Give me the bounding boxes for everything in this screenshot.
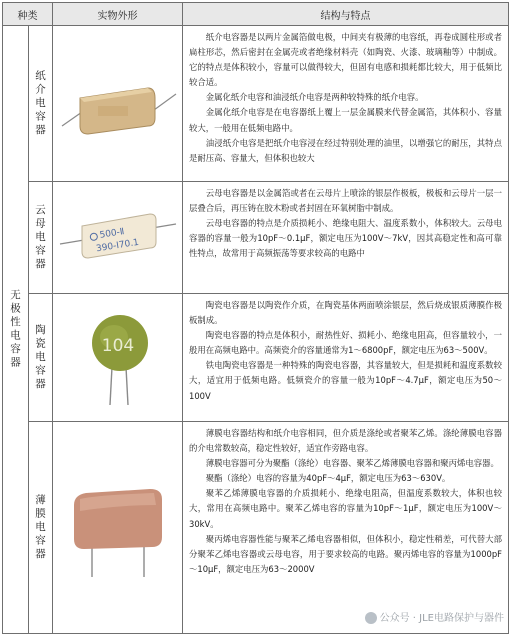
description-cell [183, 422, 509, 634]
wechat-icon [365, 612, 377, 624]
table-row [3, 26, 509, 182]
ceramic-capacitor-image [58, 301, 178, 411]
description-cell [183, 26, 509, 182]
header-kind: 种类 [3, 3, 53, 26]
image-cell [53, 182, 183, 294]
description-text: 陶瓷电容器是以陶瓷作介质，在陶瓷基体两面喷涂银层，然后烧成银质薄膜作极板制成。 [189, 300, 502, 326]
mica-marking-2: 390-I70.1 [94, 237, 140, 254]
description-text: 云母电容器是以金属箔或者在云母片上喷涂的银层作极板，极板和云母片一层一层叠合后，再压铸在胶木粉或者封固在环氧树脂中制成。 [189, 188, 502, 214]
type-name-cell [29, 422, 53, 634]
header-image: 实物外形 [53, 3, 183, 26]
description-text: 陶瓷电容器的特点是体积小，耐热性好、损耗小、绝缘电阻高，但容量较小，一般用在高频电路中。高频瓷介的容量通常为1～6800pF，额定电压为63～500V。 [189, 330, 502, 356]
description-cell [183, 294, 509, 422]
mica-marking-1: 500-Ⅱ [98, 226, 125, 241]
type-name-cell [29, 26, 53, 182]
watermark [365, 609, 504, 624]
table-header-row [3, 3, 509, 26]
type-name: 云母电容器 [34, 203, 46, 272]
image-cell [53, 294, 183, 422]
description-cell [183, 182, 509, 294]
image-cell [53, 422, 183, 634]
description-text: 油浸纸介电容是把纸介电容浸在经过特别处理的油里，以增强它的耐压，其特点是耐压高、容量大，但体积也较大 [189, 137, 502, 163]
description-text: 云母电容器的特点是介质损耗小、绝缘电阻大、温度系数小，体积较大。云母电容器的容量一般为10pF～0.1μF，额定电压为100V～7kV，因其高稳定性和高可靠性特点，故常用于高频振荡等要求较高的电路中 [189, 218, 502, 259]
description-text: 金属化纸介电容和油浸纸介电容是两种较特殊的纸介电容。 [205, 92, 424, 103]
description-text: 纸介电容器是以两片金属箔做电极，中间夹有极薄的电容纸，再卷成圆柱形或者扁柱形芯，然后密封在金属壳或者绝缘材料壳（如陶瓷、火漆、玻璃釉等）中制成。它的特点是体积较小，容量可以做得较大，但固有电感和损耗都比较大，用于低频比较合适。 [189, 32, 502, 88]
capacitor-table [2, 2, 509, 634]
image-cell [53, 26, 183, 182]
description-text: 聚酯（涤纶）电容的容量为40pF～4μF，额定电压为63～630V。 [205, 473, 451, 484]
table-row [3, 182, 509, 294]
film-capacitor-image [58, 471, 178, 581]
group-label: 无极性电容器 [9, 289, 21, 370]
description-text: 聚苯乙烯薄膜电容器的介质损耗小、绝缘电阻高，但温度系数较大，体积也较大，常用在高频电路中。聚苯乙烯电容的容量为10pF～1μF，额定电压为100V～30kV。 [189, 488, 502, 529]
mica-capacitor-image [58, 196, 178, 276]
paper-capacitor-image [58, 52, 178, 152]
description-text: 聚丙烯电容器性能与聚苯乙烯电容器相似，但体积小，稳定性稍差，可代替大部分聚苯乙烯电容器或云母电容，用于要求较高的电路。聚丙烯电容的容量为1000pF～10μF，额定电压为63～2000V [189, 533, 502, 574]
header-desc: 结构与特点 [183, 3, 509, 26]
type-name: 薄膜电容器 [34, 493, 46, 562]
table-row [3, 422, 509, 634]
type-name: 陶瓷电容器 [34, 323, 46, 392]
description-text: 铁电陶瓷电容器是一种特殊的陶瓷电容器，其容量较大，但是损耗和温度系数较大，适宜用于低频电路。低频瓷介的容量一般为10pF～4.7μF，额定电压为50～100V [189, 360, 502, 401]
group-cell [3, 26, 29, 634]
description-text: 金属化纸介电容是在电容器纸上覆上一层金属膜来代替金属箔，其体积小、容量较大，一般用在低频电路中。 [189, 107, 502, 133]
table-row [3, 294, 509, 422]
description-text: 薄膜电容器可分为聚酯（涤纶）电容器、聚苯乙烯薄膜电容器和聚丙烯电容器。 [205, 458, 499, 469]
type-name-cell [29, 182, 53, 294]
watermark-text: 公众号 · JLE电路保护与器件 [379, 613, 504, 624]
ceramic-marking: 104 [101, 335, 134, 356]
type-name-cell [29, 294, 53, 422]
type-name: 纸介电容器 [34, 69, 46, 138]
description-text: 薄膜电容器结构和纸介电容相同，但介质是涤纶或者聚苯乙烯。涤纶薄膜电容器的介电常数较高，稳定性较好，适宜作旁路电容。 [189, 428, 502, 454]
